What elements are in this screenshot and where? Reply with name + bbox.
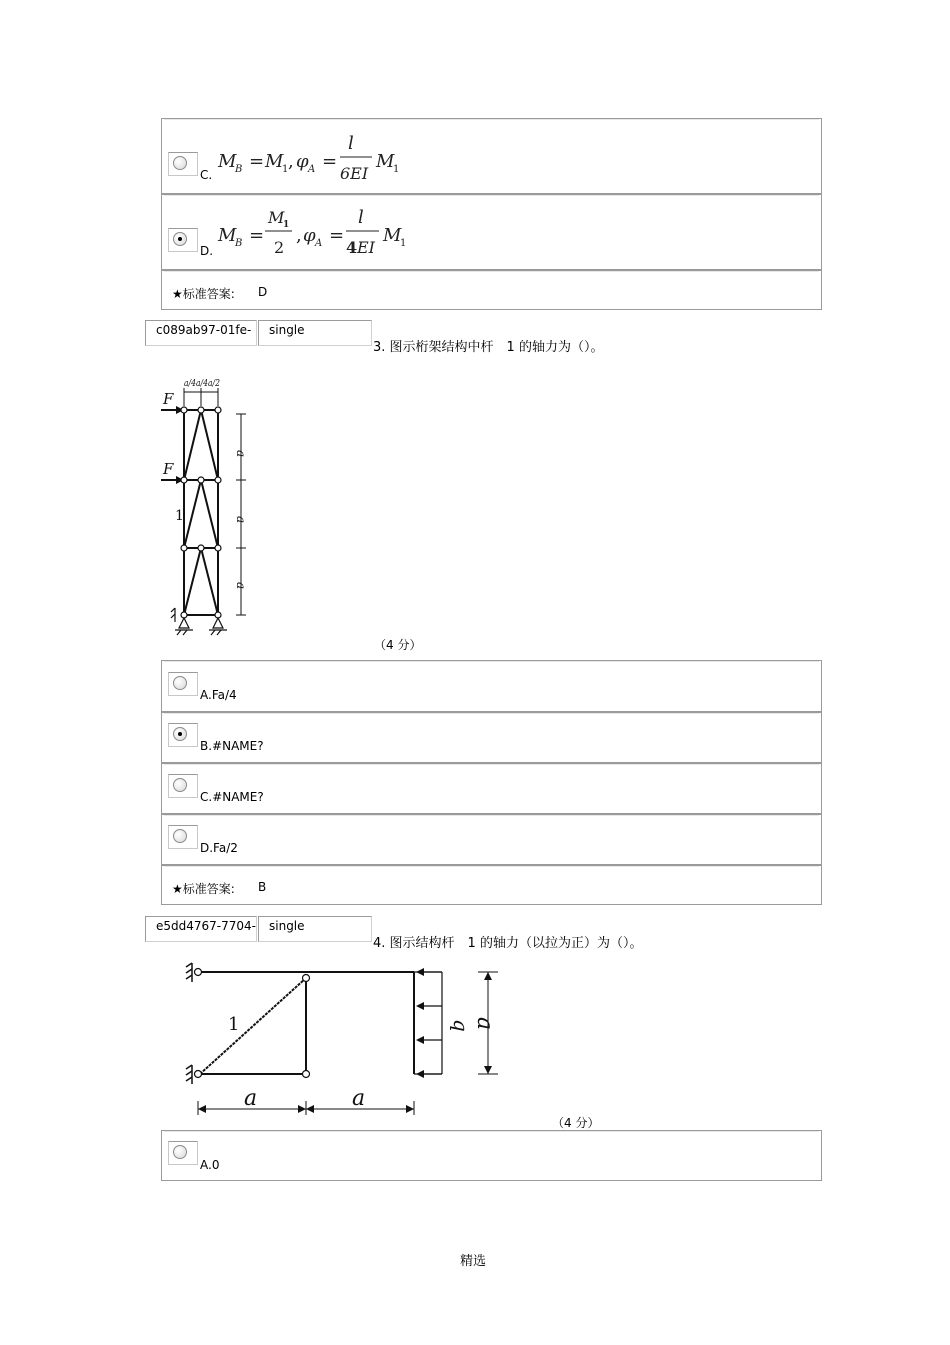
q4-option-a-radio[interactable] — [168, 1141, 198, 1165]
q3-truss-figure — [155, 370, 265, 645]
radio-selected-dot-icon — [178, 732, 182, 736]
q3-option-a-radio[interactable] — [168, 672, 198, 696]
svg-text:l: l — [348, 133, 354, 154]
q3-answer-label: ★标准答案: — [172, 882, 235, 896]
q4-type-field: single — [258, 916, 372, 942]
svg-text:A: A — [308, 164, 316, 175]
q3-option-d-row[interactable] — [161, 814, 822, 865]
page-footer: 精选 — [460, 1254, 487, 1269]
radio-circle-icon — [173, 727, 187, 741]
radio-circle-icon — [173, 829, 187, 843]
svg-text:1: 1 — [393, 164, 400, 175]
q3-answer-value: B — [258, 880, 267, 894]
svg-text:=: = — [249, 225, 265, 246]
q2-answer-value: D — [258, 285, 268, 299]
svg-text:6EI: 6EI — [340, 164, 369, 183]
q3-fig-label-bar: 1 — [175, 508, 184, 524]
svg-text:,: , — [296, 225, 302, 246]
svg-text:φ: φ — [303, 225, 316, 246]
q4-fig-label-a-right: a — [352, 1086, 366, 1111]
svg-text:1: 1 — [400, 238, 407, 249]
svg-text:1: 1 — [283, 220, 290, 230]
svg-text:2: 2 — [274, 238, 285, 257]
q4-score: （4 分） — [552, 1116, 600, 1130]
q4-fig-label-a-vert: a — [472, 1017, 497, 1031]
q3-option-b-radio[interactable] — [168, 723, 198, 747]
svg-text:M: M — [268, 208, 285, 227]
svg-text:A: A — [315, 238, 323, 249]
svg-text:B: B — [235, 164, 243, 175]
q3-score: （4 分） — [374, 638, 422, 652]
q4-option-a-row[interactable] — [161, 1130, 822, 1181]
svg-text:1: 1 — [282, 164, 289, 175]
svg-text:M: M — [376, 151, 395, 172]
q3-option-d-label: D.Fa/2 — [200, 841, 238, 855]
q2-option-c-radio[interactable] — [168, 152, 198, 176]
radio-circle-icon — [173, 1145, 187, 1159]
svg-text:4: 4 — [346, 238, 358, 257]
q4-id-field: e5dd4767-7704- — [145, 916, 257, 942]
q2-answer-row — [161, 270, 822, 310]
q2-option-d-letter: D. — [200, 244, 214, 258]
radio-circle-icon — [173, 676, 187, 690]
radio-selected-dot-icon — [178, 237, 182, 241]
q4-fig-label-a-left: a — [244, 1086, 258, 1111]
svg-text:=: = — [249, 151, 265, 172]
svg-text:l: l — [358, 207, 364, 228]
q2-option-d-radio[interactable] — [168, 228, 198, 252]
radio-circle-icon — [173, 232, 187, 246]
q4-fig-label-q: q — [449, 1019, 473, 1032]
q4-option-a-label: A.0 — [200, 1158, 220, 1172]
q3-option-a-row[interactable] — [161, 660, 822, 712]
q2-option-d-formula — [216, 203, 416, 263]
svg-text:EI: EI — [357, 238, 375, 257]
q4-fig-label-bar: 1 — [228, 1014, 240, 1035]
radio-circle-icon — [173, 156, 187, 170]
q3-option-b-label: B.#NAME? — [200, 739, 264, 753]
q2-answer-label: ★标准答案: — [172, 287, 235, 301]
svg-text:M: M — [383, 225, 402, 246]
q3-answer-row — [161, 865, 822, 905]
q2-option-c-formula — [216, 127, 416, 187]
q3-fig-label-a3: a — [234, 582, 248, 590]
q3-option-a-label: A.Fa/4 — [200, 688, 237, 702]
svg-text:=: = — [322, 151, 338, 172]
q3-option-c-row[interactable] — [161, 763, 822, 814]
q4-frame-figure — [178, 955, 518, 1120]
q3-fig-label-a1: a — [234, 450, 248, 458]
q4-question-text: 4. 图示结构杆 1 的轴力（以拉为正）为（）。 — [373, 936, 643, 951]
q3-fig-label-f2: F — [163, 460, 174, 478]
svg-text:M: M — [218, 151, 237, 172]
q3-option-b-row[interactable] — [161, 712, 822, 763]
q3-option-d-radio[interactable] — [168, 825, 198, 849]
q3-id-field: c089ab97-01fe- — [145, 320, 257, 346]
svg-text:B: B — [235, 238, 243, 249]
q3-question-text: 3. 图示桁架结构中杆 1 的轴力为（）。 — [373, 340, 604, 355]
q3-fig-label-f1: F — [163, 390, 174, 408]
radio-circle-icon — [173, 778, 187, 792]
q3-option-c-radio[interactable] — [168, 774, 198, 798]
q3-option-c-label: C.#NAME? — [200, 790, 264, 804]
q3-type-field: single — [258, 320, 372, 346]
svg-text:=: = — [329, 225, 345, 246]
q3-fig-label-a2: a — [234, 516, 248, 524]
q2-option-c-letter: C. — [200, 168, 213, 182]
svg-text:φ: φ — [296, 151, 309, 172]
svg-text:,: , — [288, 151, 294, 172]
svg-text:M: M — [265, 151, 284, 172]
q3-fig-label-top: a/4a/4a/2 — [184, 379, 221, 389]
svg-text:M: M — [218, 225, 237, 246]
q2-option-c-row[interactable] — [161, 118, 822, 194]
q2-option-d-row[interactable] — [161, 194, 822, 270]
